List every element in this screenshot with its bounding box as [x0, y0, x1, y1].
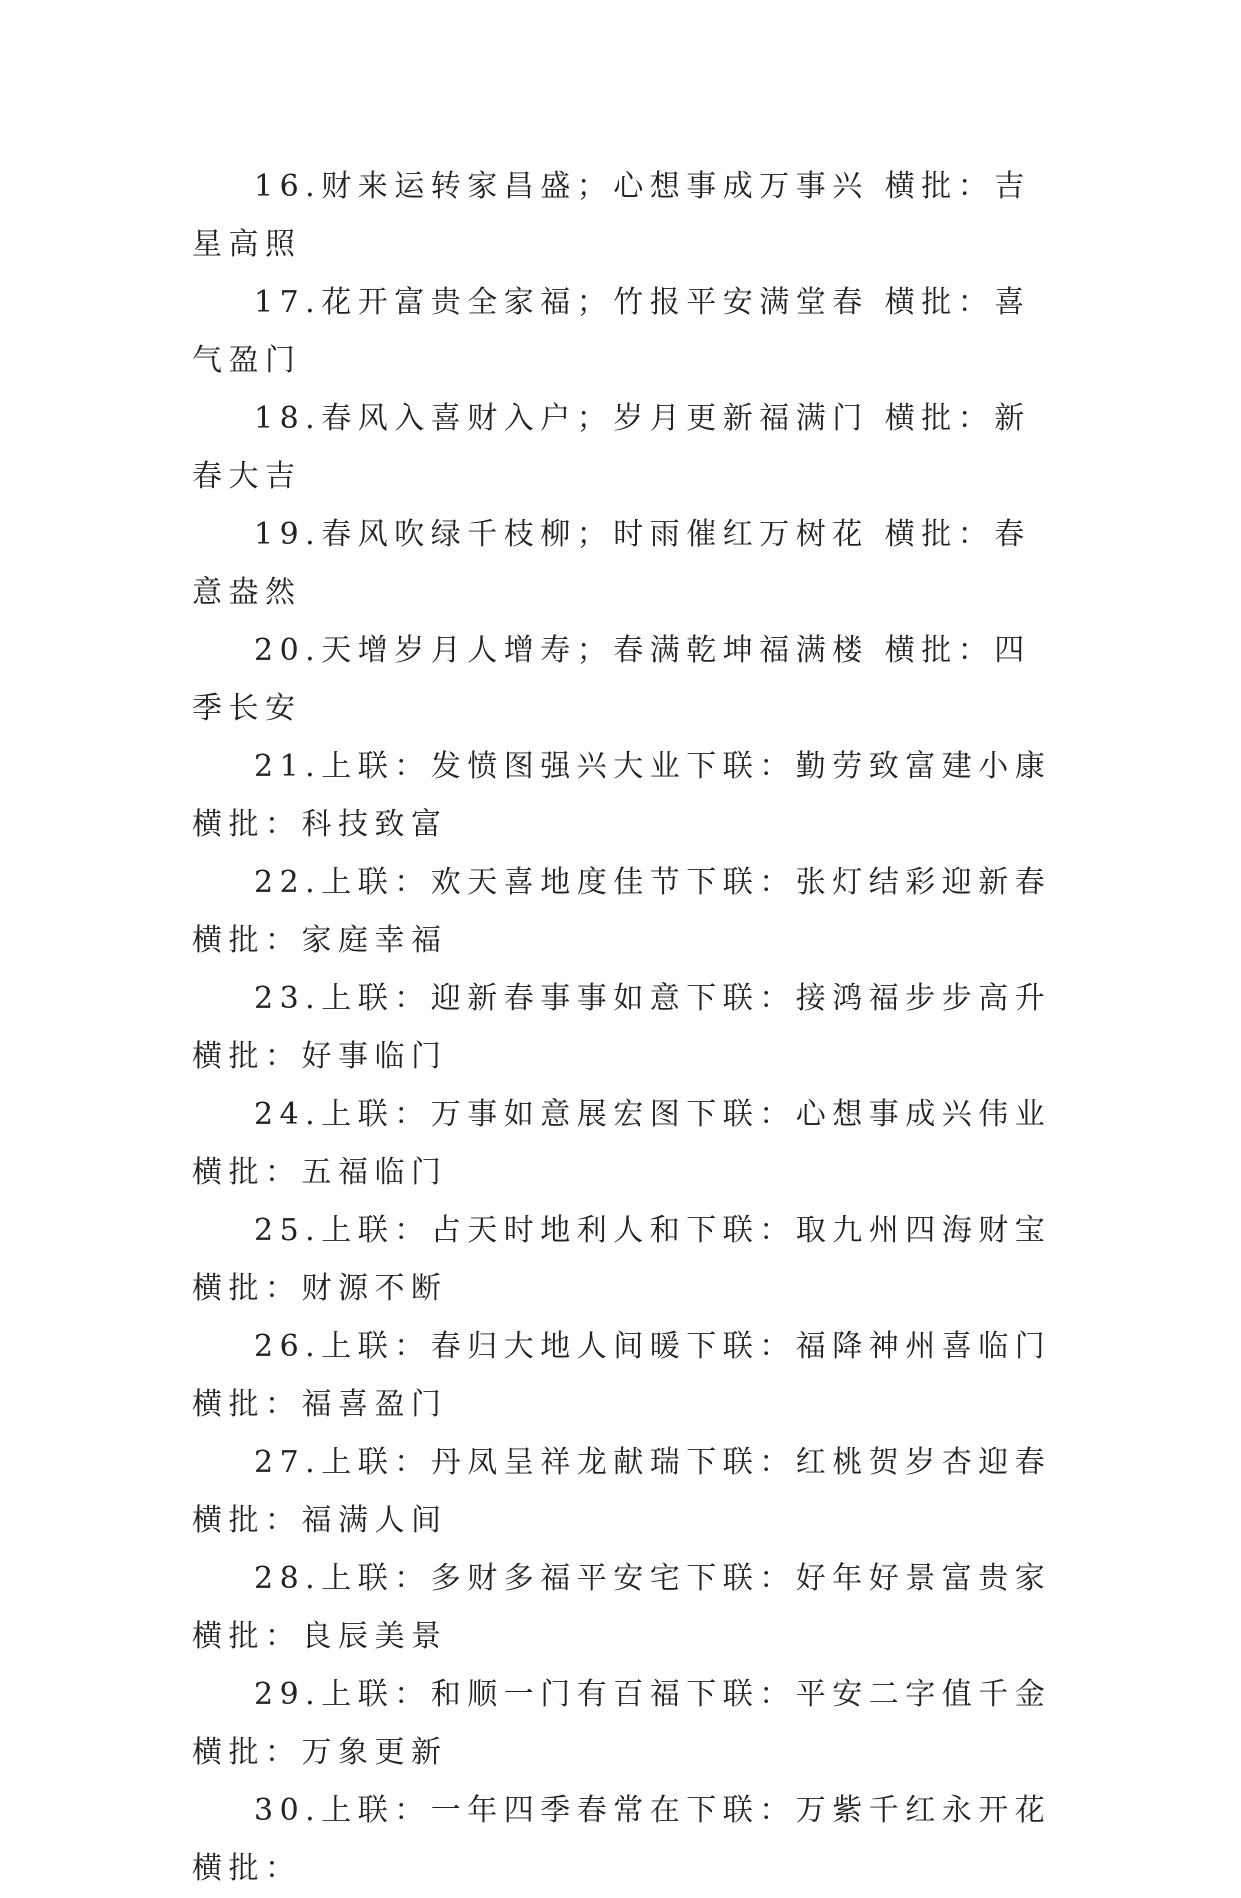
couplet-17: 17.花开富贵全家福；竹报平安满堂春 横批：喜气盈门 [192, 285, 1031, 378]
couplet-27: 27.上联：丹凤呈祥龙献瑞下联：红桃贺岁杏迎春 横批：福满人间 [192, 1445, 1052, 1538]
couplet-28: 28.上联：多财多福平安宅下联：好年好景富贵家 横批：良辰美景 [192, 1561, 1052, 1654]
couplet-21: 21.上联：发愤图强兴大业下联：勤劳致富建小康 横批：科技致富 [192, 749, 1052, 842]
couplet-30: 30.上联：一年四季春常在下联：万紫千红永开花 横批： [192, 1793, 1052, 1886]
couplet-23: 23.上联：迎新春事事如意下联：接鸿福步步高升 横批：好事临门 [192, 981, 1052, 1074]
couplet-19: 19.春风吹绿千枝柳；时雨催红万树花 横批：春意盎然 [192, 517, 1031, 610]
couplet-24: 24.上联：万事如意展宏图下联：心想事成兴伟业 横批：五福临门 [192, 1097, 1052, 1190]
couplet-18: 18.春风入喜财入户；岁月更新福满门 横批：新春大吉 [192, 401, 1031, 494]
couplet-25: 25.上联：占天时地利人和下联：取九州四海财宝 横批：财源不断 [192, 1213, 1052, 1306]
couplet-20: 20.天增岁月人增寿；春满乾坤福满楼 横批：四季长安 [192, 633, 1031, 726]
document-body [192, 158, 1052, 1898]
couplet-22: 22.上联：欢天喜地度佳节下联：张灯结彩迎新春 横批：家庭幸福 [192, 865, 1052, 958]
couplet-26: 26.上联：春归大地人间暖下联：福降神州喜临门 横批：福喜盈门 [192, 1329, 1052, 1422]
couplet-16: 16.财来运转家昌盛；心想事成万事兴 横批：吉星高照 [192, 169, 1031, 262]
couplet-29: 29.上联：和顺一门有百福下联：平安二字值千金 横批：万象更新 [192, 1677, 1052, 1770]
